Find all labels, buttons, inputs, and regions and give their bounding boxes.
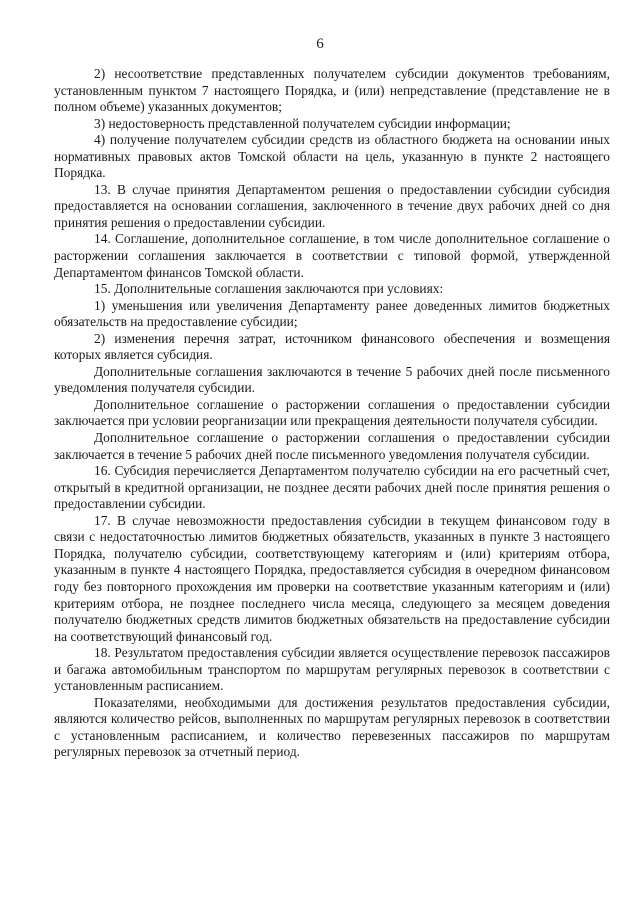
paragraph-termination-term: Дополнительное соглашение о расторжении соглашения о предоставлении субсидии заключается в течение 5 рабочих дней после письменного уведомления получателя субсидии. xyxy=(54,430,610,462)
paragraph-15: 15. Дополнительные соглашения заключаются при условиях: xyxy=(94,281,444,297)
paragraph-item-3-inaccuracy: 3) недостоверность представленной получателем субсидии информации; xyxy=(94,115,511,131)
paragraph-14: 14. Соглашение, дополнительное соглашение, в том числе дополнительное соглашение о расторжении соглашения заключается в соответствии с типовой формой, утвержденной Департаментом финансов Томской области. xyxy=(54,231,610,280)
paragraph-15-item-2: 2) изменения перечня затрат, источником финансового обеспечения и возмещения которых является субсидия. xyxy=(54,330,610,363)
paragraph-item-4-other-funding: 4) получение получателем субсидии средств из областного бюджета на основании иных нормативных правовых актов Томской области на цель, указанную в пункте 2 настоящего Порядка. xyxy=(54,132,610,181)
paragraph-17: 17. В случае невозможности предоставления субсидии в текущем финансовом году в связи с недостаточностью лимитов бюджетных обязательств, указанных в пункте 3 настоящего Порядка, получателю субсидии, соответствующему категориям и (или) критериям отбора, указанным в пункте 4 настоящего Порядка, предоставляется субсидия в очередном финансовом году без повторного прохождения им проверки на соответствие указанным категориям и (или) критериям отбора, не позднее последнего числа месяца, следующего за месяцем доведения получателю бюджетных средств лимитов бюджетных обязательств на предоставление субсидии на соответствующий финансовый год. xyxy=(54,512,610,644)
paragraph-termination-condition: Дополнительное соглашение о расторжении соглашения о предоставлении субсидии заключается при условии реорганизации или прекращения деятельности получателя субсидии. xyxy=(54,396,610,429)
paragraph-13: 13. В случае принятия Департаментом решения о предоставлении субсидии субсидия предоставляется на основании соглашения, заключенного в течение двух рабочих дней со дня принятия решения о предоставлении субсидии. xyxy=(54,181,610,230)
page-number: 6 xyxy=(316,36,324,52)
document-body xyxy=(54,66,610,761)
paragraph-indicators: Показателями, необходимыми для достижения результатов предоставления субсидии, являются количество рейсов, выполненных по маршрутам регулярных перевозок в соответствии с установленным расписанием, и количество перевезенных пассажиров по маршрутам регулярных перевозок за отчетный период. xyxy=(54,694,610,760)
paragraph-15-item-1: 1) уменьшения или увеличения Департаменту ранее доведенных лимитов бюджетных обязательств на предоставление субсидии; xyxy=(54,297,610,330)
paragraph-18: 18. Результатом предоставления субсидии является осуществление перевозок пассажиров и багажа автомобильным транспортом по маршрутам регулярных перевозок в соответствии с установленным расписанием. xyxy=(54,645,610,694)
paragraph-16: 16. Субсидия перечисляется Департаментом получателю субсидии на его расчетный счет, открытый в кредитной организации, не позднее десяти рабочих дней после принятия решения о предоставлении субсидии. xyxy=(54,463,610,512)
paragraph-item-2-noncompliance: 2) несоответствие представленных получателем субсидии документов требованиям, установленным пунктом 7 настоящего Порядка, и (или) непредставление (представление не в полном объеме) указанных документов; xyxy=(54,66,610,115)
paragraph-15-term: Дополнительные соглашения заключаются в течение 5 рабочих дней после письменного уведомления получателя субсидии. xyxy=(54,363,610,396)
